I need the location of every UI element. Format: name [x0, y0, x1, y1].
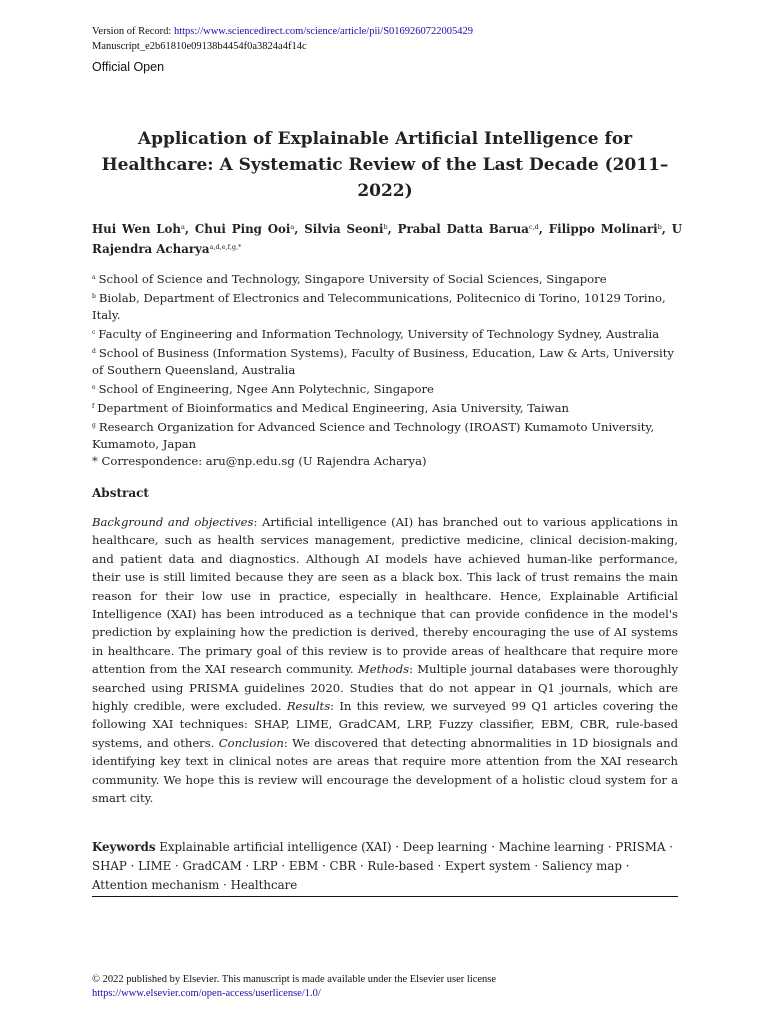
- affiliation-item: $^b$ Biolab, Department of Electronics and Telecommunications, Politecnico di Torino, 10129 Torino, Italy.: [92, 291, 666, 322]
- author-affiliation-marker: b: [383, 223, 388, 231]
- author-list: Hui Wen Loh$^a$, Chui Ping Ooi$^a$, Silvia Seoni$^b$, Prabal Datta Barua$^{c,d}$, Filippo Molinari$^b$, U Rajendra Acharya$^{a,d,e,f,g,*}$: [92, 222, 682, 256]
- license-link[interactable]: https://www.elsevier.com/open-access/userlicense/1.0/: [92, 988, 321, 999]
- author-affiliation-marker: a: [290, 223, 295, 231]
- affiliation-item: $^a$ School of Science and Technology, Singapore University of Social Sciences, Singapore: [92, 272, 607, 286]
- abstract-section-label: Conclusion: [218, 735, 284, 750]
- affiliation-item: $^d$ School of Business (Information Systems), Faculty of Business, Education, Law & Arts, University of Southern Queensland, Australia: [92, 346, 674, 377]
- author-affiliation-marker: b: [657, 223, 662, 231]
- author-affiliation-marker: a: [181, 223, 185, 231]
- license-line: [92, 987, 321, 1000]
- section-divider: [92, 896, 678, 897]
- abstract-heading: Abstract: [92, 486, 149, 500]
- abstract-body: Background and objectives: Artificial intelligence (AI) has branched out to various applications in healthcare, such as health services management, predictive medicine, clinical decision-making, and patient data and diagnostics. Although AI models have achieved human-like performance, their use is still limited because they are seen as a black box. This lack of trust remains the main reason for their low use in practice, especially in healthcare. Hence, Explainable Artificial Intelligence (XAI) has been introduced as a technique that can provide confidence in the model's prediction by explaining how the prediction is derived, thereby encouraging the use of AI systems in healthcare. The primary goal of this review is to provide areas of healthcare that require more attention from the XAI research community. Methods: Multiple journal databases were thoroughly searched using PRISMA guidelines 2020. Studies that do not appear in Q1 journals, which are highly credible, were excluded. Results: In this review, we surveyed 99 Q1 articles covering the following XAI techniques: SHAP, LIME, GradCAM, LRP, Fuzzy classifier, EBM, CBR, rule-based systems, and others. Conclusion: We discovered that detecting abnormalities in 1D biosignals and identifying key text in clinical notes are areas that require more attention from the XAI research community. We hope this is review will encourage the development of a holistic cloud system for a smart city.: [92, 515, 678, 806]
- keywords: [92, 838, 678, 895]
- affiliation-item: $^e$ School of Engineering, Ngee Ann Polytechnic, Singapore: [92, 382, 434, 396]
- author-name: Prabal Datta Barua: [397, 222, 529, 236]
- author-affiliation-marker: c,d: [528, 223, 539, 231]
- author-name: U Rajendra Acharya: [92, 222, 682, 256]
- manuscript-id: Manuscript_e2b61810e09138b4454f0a3824a4f14c: [92, 41, 307, 52]
- license-notice: © 2022 published by Elsevier. This manuscript is made available under the Elsevier user license: [92, 974, 497, 985]
- author-name: Chui Ping Ooi: [194, 222, 291, 236]
- author-name: Hui Wen Loh: [92, 222, 182, 236]
- affiliation-item: $^g$ Research Organization for Advanced Science and Technology (IROAST) Kumamoto University, Kumamoto, Japan: [92, 420, 655, 451]
- paper-title: Application of Explainable Artificial Intelligence for Healthcare: A Systematic Review of the Last Decade (2011–2022): [101, 129, 669, 201]
- abstract-section-label: Results: [286, 699, 331, 714]
- classification-label: Official Open: [92, 60, 165, 74]
- affiliation-list: [92, 269, 682, 470]
- abstract-section-label: Methods: [357, 662, 410, 677]
- keywords-list: Explainable artificial intelligence (XAI) · Deep learning · Machine learning · PRISMA · SHAP · LIME · GradCAM · LRP · EBM · CBR · Rule-based · Expert system · Saliency map · Attention mechanism · Healthcare: [92, 840, 673, 892]
- affiliation-item: $^f$ Department of Bioinformatics and Medical Engineering, Asia University, Taiwan: [92, 401, 570, 415]
- author-name: Filippo Molinari: [548, 222, 658, 236]
- correspondence: * Correspondence: aru@np.edu.sg (U Rajendra Acharya): [92, 454, 427, 468]
- version-of-record-link[interactable]: https://www.sciencedirect.com/science/article/pii/S0169260722005429: [173, 26, 474, 37]
- affiliation-item: $^c$ Faculty of Engineering and Information Technology, University of Technology Sydney, Australia: [92, 327, 660, 341]
- author-affiliation-marker: a,d,e,f,g,*: [209, 242, 242, 251]
- keywords-label: Keywords: [92, 840, 156, 854]
- version-of-record-line: [92, 25, 473, 38]
- author-name: Silvia Seoni: [304, 222, 384, 236]
- abstract-section-label: Background and objectives: [92, 515, 254, 529]
- version-label: Version of Record:: [92, 26, 174, 37]
